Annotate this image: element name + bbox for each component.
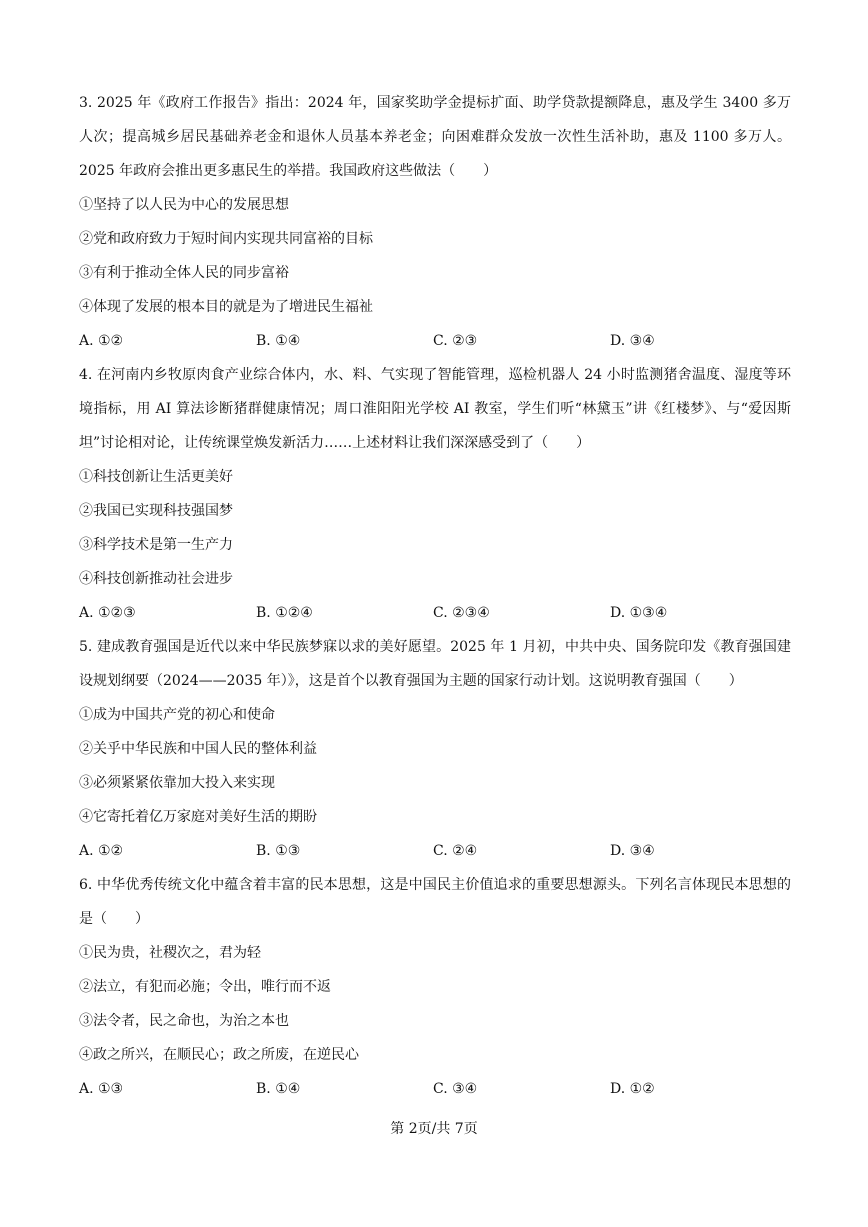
statement-3: ③有利于推动全体人民的同步富裕 <box>79 265 289 281</box>
page-number: 第 2页/共 7页 <box>390 1121 478 1137</box>
statement-4: ④科技创新推动社会进步 <box>79 571 233 587</box>
statement-3: ③法令者，民之命也，为治之本也 <box>79 1013 289 1029</box>
answer-choices <box>79 596 791 630</box>
statement-4: ④体现了发展的根本目的就是为了增进民生福祉 <box>79 299 373 315</box>
statement-4: ④政之所兴，在顺民心；政之所废，在逆民心 <box>79 1047 359 1063</box>
choice-c: C. ③④ <box>433 1081 478 1097</box>
statement-1: ①民为贵，社稷次之，君为轻 <box>79 945 261 961</box>
answer-choices <box>79 324 791 358</box>
choice-b: B. ①④ <box>256 1081 301 1097</box>
statement-1: ①成为中国共产党的初心和使命 <box>79 707 275 723</box>
statement-1: ①科技创新让生活更美好 <box>79 469 233 485</box>
choice-c: C. ②④ <box>433 843 478 859</box>
question-stem: 4. 在河南内乡牧原肉食产业综合体内，水、料、气实现了智能管理，巡检机器人 24 小时监测猪舍温度、湿度等环境指标，用 AI 算法诊断猪群健康情况；周口淮阳阳光学校 AI 教室，学生们听“林黛玉”讲《红楼梦》、与“爱因斯坦”讨论相对论，让传统课堂焕发新活力……上述材料让我们深深感受到了（ ） <box>79 367 791 451</box>
question-3 <box>79 86 791 358</box>
question-stem: 6. 中华优秀传统文化中蕴含着丰富的民本思想，这是中国民主价值追求的重要思想源头。下列名言体现民本思想的是（ ） <box>79 877 791 927</box>
statement-3: ③必须紧紧依靠加大投入来实现 <box>79 775 275 791</box>
statement-2: ②我国已实现科技强国梦 <box>79 503 233 519</box>
statement-1: ①坚持了以人民为中心的发展思想 <box>79 197 289 213</box>
question-list <box>79 86 791 1106</box>
statement-2: ②法立，有犯而必施；令出，唯行而不返 <box>79 979 331 995</box>
statement-2: ②关乎中华民族和中国人民的整体利益 <box>79 741 317 757</box>
choice-b: B. ①③ <box>256 843 301 859</box>
question-6 <box>79 868 791 1106</box>
statement-4: ④它寄托着亿万家庭对美好生活的期盼 <box>79 809 317 825</box>
answer-choices <box>79 1072 791 1106</box>
choice-a: A. ①②③ <box>79 605 136 621</box>
choice-c: C. ②③ <box>433 333 478 349</box>
choice-b: B. ①②④ <box>256 605 313 621</box>
question-stem: 5. 建成教育强国是近代以来中华民族梦寐以求的美好愿望。2025 年 1 月初，中共中央、国务院印发《教育强国建设规划纲要（2024——2035 年）》，这是首个以教育强国为主题的国家行动计划。这说明教育强国（ ） <box>79 639 791 689</box>
choice-a: A. ①② <box>79 333 124 349</box>
question-stem: 3. 2025 年《政府工作报告》指出：2024 年，国家奖助学金提标扩面、助学贷款提额降息，惠及学生 3400 多万人次；提高城乡居民基础养老金和退休人员基本养老金；向困难群众发放一次性生活补助，惠及 1100 多万人。2025 年政府会推出更多惠民生的举措。我国政府这些做法（ ） <box>79 95 791 179</box>
choice-a: A. ①③ <box>79 1081 124 1097</box>
choice-a: A. ①② <box>79 843 124 859</box>
choice-c: C. ②③④ <box>433 605 490 621</box>
question-5 <box>79 630 791 868</box>
choice-d: D. ③④ <box>610 843 655 859</box>
choice-d: D. ③④ <box>610 333 655 349</box>
question-4 <box>79 358 791 630</box>
answer-choices <box>79 834 791 868</box>
choice-d: D. ①③④ <box>610 605 668 621</box>
choice-d: D. ①② <box>610 1081 655 1097</box>
statement-2: ②党和政府致力于短时间内实现共同富裕的目标 <box>79 231 373 247</box>
choice-b: B. ①④ <box>256 333 301 349</box>
statement-3: ③科学技术是第一生产力 <box>79 537 233 553</box>
